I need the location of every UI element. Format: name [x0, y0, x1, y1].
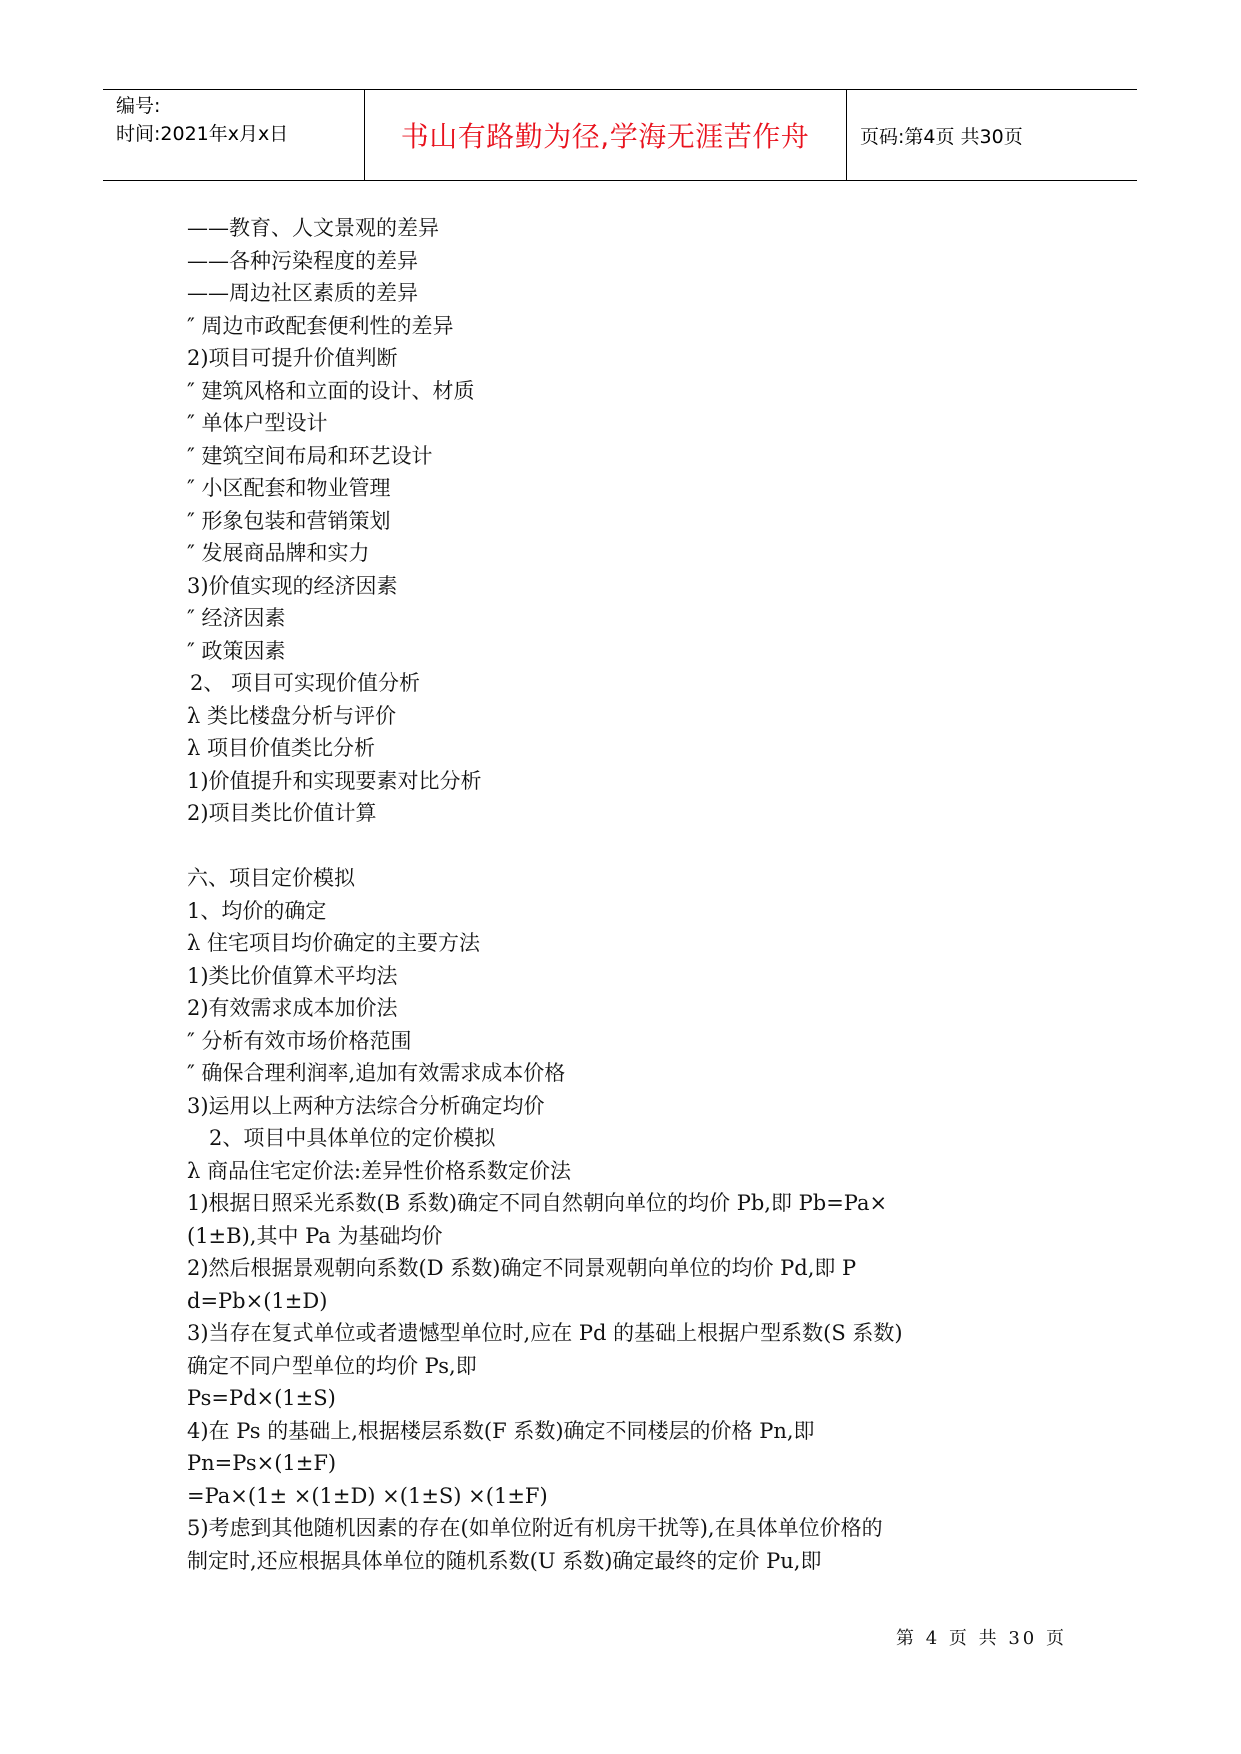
text-line: 1)价值提升和实现要素对比分析 [187, 768, 482, 793]
text-line: ″ 政策因素 [187, 638, 286, 663]
text-line: 4)在 Ps 的基础上,根据楼层系数(F 系数)确定不同楼层的价格 Pn,即 [187, 1418, 815, 1443]
text-line: λ 商品住宅定价法:差异性价格系数定价法 [187, 1158, 572, 1183]
text-line: 2)有效需求成本加价法 [187, 996, 398, 1020]
text-line: ″ 形象包装和营销策划 [187, 508, 391, 533]
text-line: ——周边社区素质的差异 [187, 281, 418, 305]
page-header [103, 89, 1137, 181]
blank-line [187, 830, 1067, 863]
text-line: ″ 建筑风格和立面的设计、材质 [187, 378, 475, 403]
text-line: ″ 建筑空间布局和环艺设计 [187, 443, 433, 468]
text-line: ——各种污染程度的差异 [187, 248, 418, 273]
header-divider [846, 90, 847, 180]
text-line: ″ 经济因素 [187, 606, 286, 630]
text-line: 1、均价的确定 [187, 898, 327, 923]
text-line: ——教育、人文景观的差异 [187, 216, 439, 240]
text-line: ″ 分析有效市场价格范围 [187, 1028, 412, 1053]
text-line: 制定时,还应根据具体单位的随机系数(U 系数)确定最终的定价 Pu,即 [187, 1548, 822, 1573]
text-line: 2)项目可提升价值判断 [187, 346, 398, 370]
header-page-code: 页码:第4页 共30页 [860, 125, 1023, 148]
text-line: 确定不同户型单位的均价 Ps,即 [187, 1353, 477, 1378]
section-heading: 2、 项目可实现价值分析 [190, 671, 421, 695]
text-line: 2)项目类比价值计算 [187, 801, 377, 825]
section-heading: 2、项目中具体单位的定价模拟 [209, 1126, 496, 1150]
text-line: 5)考虑到其他随机因素的存在(如单位附近有机房干扰等),在具体单位价格的 [187, 1516, 883, 1540]
text-line: ″ 发展商品牌和实力 [187, 541, 370, 565]
text-line: λ 项目价值类比分析 [187, 736, 375, 760]
text-line: 3)运用以上两种方法综合分析确定均价 [187, 1093, 545, 1118]
header-motto: 书山有路勤为径,学海无涯苦作舟 [400, 120, 810, 153]
text-line: 3)当存在复式单位或者遗憾型单位时,应在 Pd 的基础上根据户型系数(S 系数) [187, 1321, 903, 1345]
number-label: 编号: [116, 95, 161, 117]
text-line: λ 类比楼盘分析与评价 [187, 703, 396, 728]
header-info [116, 92, 288, 148]
text-line: 3)价值实现的经济因素 [187, 573, 398, 598]
text-line: 1)根据日照采光系数(B 系数)确定不同自然朝向单位的均价 Pb,即 Pb=Pa× [187, 1191, 888, 1215]
text-line: λ 住宅项目均价确定的主要方法 [187, 931, 480, 955]
text-line: ″ 单体户型设计 [187, 411, 328, 435]
text-line: d=Pb×(1±D) [187, 1288, 328, 1313]
text-line: =Pa×(1± ×(1±D) ×(1±S) ×(1±F) [187, 1483, 548, 1508]
text-line: 2)然后根据景观朝向系数(D 系数)确定不同景观朝向单位的均价 Pd,即 P [187, 1256, 857, 1280]
text-line: Pn=Ps×(1±F) [187, 1451, 337, 1475]
time-label: 时间:2021年x月x日 [116, 123, 289, 145]
page-footer: 第 4 页 共 30 页 [896, 1628, 1067, 1649]
text-line: ″ 小区配套和物业管理 [187, 476, 391, 500]
text-line: Ps=Pd×(1±S) [187, 1386, 336, 1410]
text-line: ″ 确保合理利润率,追加有效需求成本价格 [187, 1061, 566, 1085]
text-line: (1±B),其中 Pa 为基础均价 [187, 1223, 443, 1248]
text-line: 1)类比价值算术平均法 [187, 963, 398, 988]
document-body [187, 212, 1067, 1577]
section-heading: 六、项目定价模拟 [187, 866, 355, 890]
text-line: ″ 周边市政配套便利性的差异 [187, 313, 454, 338]
